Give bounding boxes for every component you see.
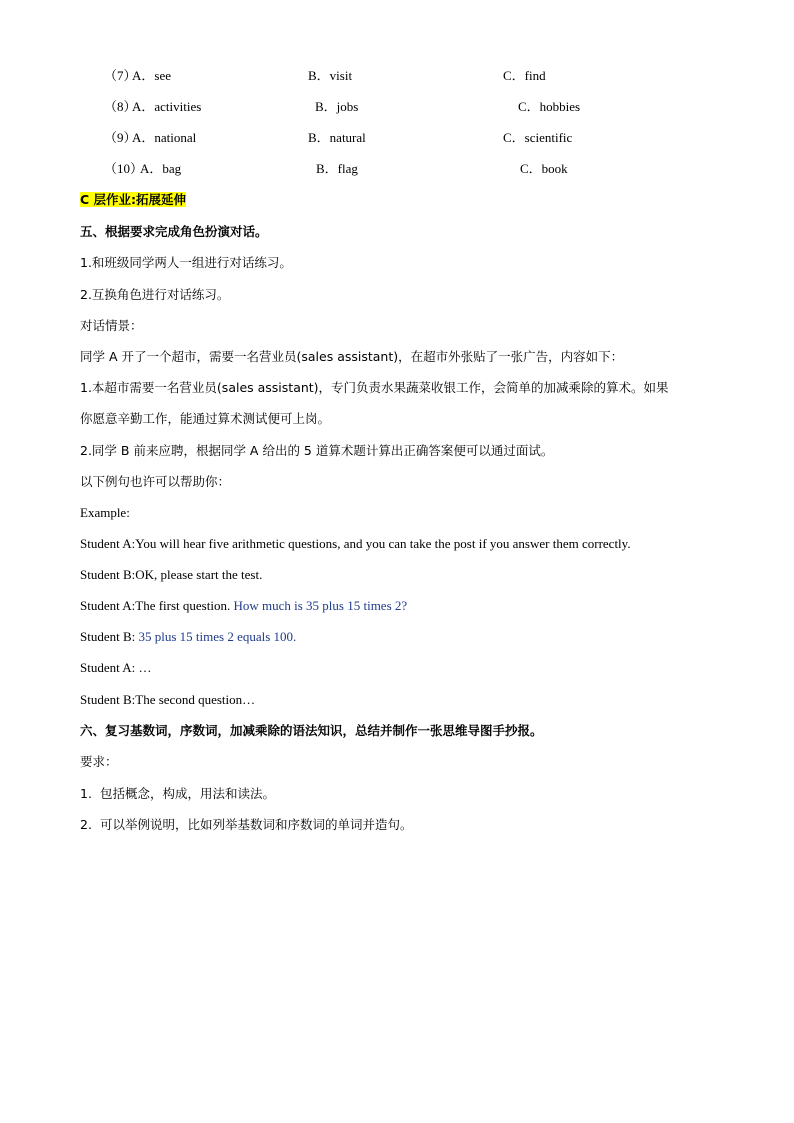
dialogue-line-2: Student B:OK, please start the test. xyxy=(80,567,263,582)
option-number: （9） xyxy=(104,130,137,145)
part5-requirement-1: 1.和班级同学两人一组进行对话练习。 xyxy=(80,255,292,270)
option-number: （10） xyxy=(104,161,144,176)
section-c-label: C xyxy=(80,192,90,207)
dialogue-line-3 xyxy=(80,597,407,615)
item-number: 2. xyxy=(80,817,92,832)
ad-item-2: 2.同学 B 前来应聘，根据同学 A 给出的 5 道算术题计算出正确答案便可以通过面试。 xyxy=(80,443,554,458)
part6-requirement-label: 要求： xyxy=(80,754,118,769)
option-b: B．visit xyxy=(308,68,353,83)
option-a: A．bag xyxy=(140,161,182,176)
option-c: C．find xyxy=(503,68,546,83)
ad-item-1-line-2: 你愿意辛勤工作，能通过算术测试便可上岗。 xyxy=(80,411,331,426)
item-text: 可以举例说明，比如列举基数词和序数词的单词并造句。 xyxy=(99,817,413,832)
part5-requirement-2: 2.互换角色进行对话练习。 xyxy=(80,287,230,302)
example-label: Example: xyxy=(80,505,130,520)
option-c: C．book xyxy=(520,161,568,176)
dialogue-line-4 xyxy=(80,628,296,646)
item-text: 包括概念，构成，用法和读法。 xyxy=(99,786,275,801)
part6-item-1 xyxy=(80,785,275,803)
option-b: B．jobs xyxy=(315,99,359,114)
option-b: B．natural xyxy=(308,130,366,145)
option-number: （7） xyxy=(104,68,137,83)
dialogue-speaker: Student A:The first question. xyxy=(80,598,234,613)
dialogue-answer: 35 plus 15 times 2 equals 100. xyxy=(138,629,297,644)
dialogue-line-5: Student A: … xyxy=(80,660,152,675)
dialogue-line-1: Student A:You will hear five arithmetic questions, and you can take the post if you answer them correctly. xyxy=(80,536,631,551)
section-c-heading xyxy=(80,191,186,209)
help-text: 以下例句也许可以帮助你： xyxy=(80,474,231,489)
dialogue-line-6: Student B:The second question… xyxy=(80,692,256,707)
dialogue-speaker: Student B: xyxy=(80,629,139,644)
scene-label: 对话情景： xyxy=(80,318,143,333)
item-number: 1. xyxy=(80,786,92,801)
option-a: A．see xyxy=(132,68,171,83)
ad-item-1-line-1: 1.本超市需要一名营业员(sales assistant)，专门负责水果蔬菜收银工作，会简单的加减乘除的算术。如果 xyxy=(80,380,669,395)
option-a: A．activities xyxy=(132,99,202,114)
option-c: C．hobbies xyxy=(518,99,581,114)
part5-heading: 五、根据要求完成角色扮演对话。 xyxy=(80,224,268,239)
part6-item-2 xyxy=(80,816,412,834)
option-b: B．flag xyxy=(316,161,358,176)
section-c-title: 层作业:拓展延伸 xyxy=(89,192,187,207)
scene-text: 同学 A 开了一个超市，需要一名营业员(sales assistant)，在超市外张贴了一张广告，内容如下： xyxy=(80,349,624,364)
option-number: （8） xyxy=(104,99,137,114)
option-a: A．national xyxy=(132,130,197,145)
part6-heading: 六、复习基数词，序数词，加减乘除的语法知识，总结并制作一张思维导图手抄报。 xyxy=(80,723,543,738)
option-c: C．scientific xyxy=(503,130,573,145)
dialogue-question: How much is 35 plus 15 times 2? xyxy=(233,598,408,613)
